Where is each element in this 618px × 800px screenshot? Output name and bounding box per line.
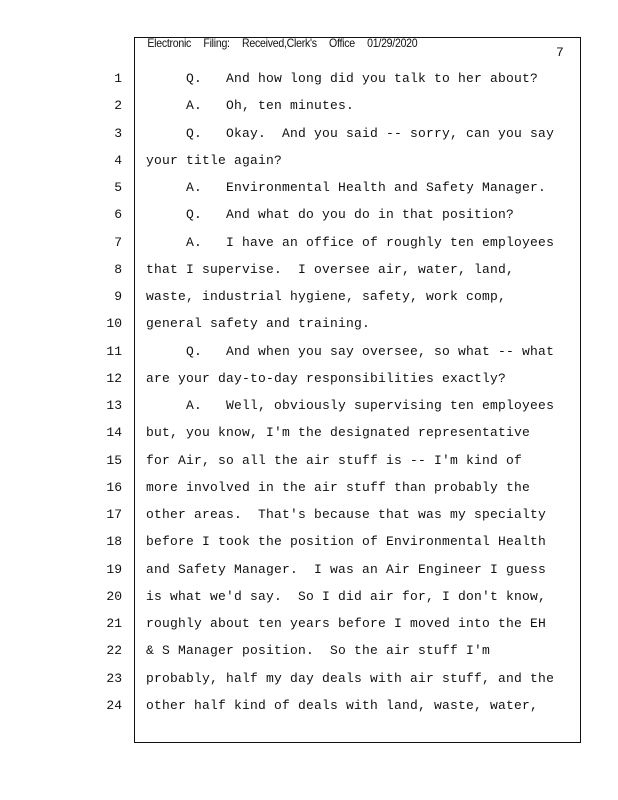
stamp-filing: Filing: bbox=[203, 36, 230, 50]
line-number: 4 bbox=[114, 153, 122, 168]
line-number: 11 bbox=[106, 344, 122, 359]
transcript-line: is what we'd say. So I did air for, I don't know, bbox=[146, 589, 547, 604]
transcript-line: other half kind of deals with land, waste, water, bbox=[146, 698, 539, 713]
line-number: 24 bbox=[106, 698, 122, 713]
line-number: 2 bbox=[114, 98, 122, 113]
transcript-line: A. I have an office of roughly ten employees bbox=[146, 235, 555, 250]
transcript-line: & S Manager position. So the air stuff I'm bbox=[146, 643, 491, 658]
line-number: 21 bbox=[106, 616, 122, 631]
line-number: 19 bbox=[106, 562, 122, 577]
line-number: 16 bbox=[106, 480, 122, 495]
line-number: 5 bbox=[114, 180, 122, 195]
transcript-page-border bbox=[134, 37, 581, 743]
line-number: 15 bbox=[106, 453, 122, 468]
transcript-line: before I took the position of Environmental Health bbox=[146, 534, 547, 549]
transcript-line: A. Environmental Health and Safety Manager. bbox=[146, 180, 547, 195]
line-number: 10 bbox=[106, 316, 122, 331]
line-number: 23 bbox=[106, 671, 122, 686]
stamp-date: 01/29/2020 bbox=[367, 36, 418, 50]
line-number: 18 bbox=[106, 534, 122, 549]
line-number: 9 bbox=[114, 289, 122, 304]
transcript-line: A. Oh, ten minutes. bbox=[146, 98, 355, 113]
transcript-line: but, you know, I'm the designated representative bbox=[146, 425, 531, 440]
stamp-electronic: Electronic bbox=[147, 36, 192, 50]
line-number: 13 bbox=[106, 398, 122, 413]
line-number: 8 bbox=[114, 262, 122, 277]
line-number: 7 bbox=[114, 235, 122, 250]
transcript-line: that I supervise. I oversee air, water, land, bbox=[146, 262, 515, 277]
transcript-line: other areas. That's because that was my specialty bbox=[146, 507, 547, 522]
transcript-line: Q. And how long did you talk to her about? bbox=[146, 71, 539, 86]
transcript-line: waste, industrial hygiene, safety, work comp, bbox=[146, 289, 507, 304]
stamp-office: Office bbox=[329, 36, 355, 50]
transcript-line: A. Well, obviously supervising ten employees bbox=[146, 398, 555, 413]
line-number: 22 bbox=[106, 643, 122, 658]
stamp-received: Received,Clerk's bbox=[242, 36, 317, 50]
line-number: 3 bbox=[114, 126, 122, 141]
line-number: 14 bbox=[106, 425, 122, 440]
transcript-line: your title again? bbox=[146, 153, 283, 168]
transcript-line: Q. Okay. And you said -- sorry, can you say bbox=[146, 126, 555, 141]
line-number: 17 bbox=[106, 507, 122, 522]
transcript-line: more involved in the air stuff than probably the bbox=[146, 480, 531, 495]
transcript-line: general safety and training. bbox=[146, 316, 371, 331]
transcript-line: and Safety Manager. I was an Air Engineer I guess bbox=[146, 562, 547, 577]
line-number: 12 bbox=[106, 371, 122, 386]
transcript-line: probably, half my day deals with air stuff, and the bbox=[146, 671, 555, 686]
line-number: 20 bbox=[106, 589, 122, 604]
transcript-line: roughly about ten years before I moved into the EH bbox=[146, 616, 547, 631]
line-number: 1 bbox=[114, 71, 122, 86]
page-number: 7 bbox=[556, 45, 564, 60]
line-number: 6 bbox=[114, 207, 122, 222]
transcript-line: for Air, so all the air stuff is -- I'm kind of bbox=[146, 453, 523, 468]
transcript-line: are your day-to-day responsibilities exactly? bbox=[146, 371, 507, 386]
transcript-line: Q. And when you say oversee, so what -- what bbox=[146, 344, 555, 359]
transcript-line: Q. And what do you do in that position? bbox=[146, 207, 515, 222]
